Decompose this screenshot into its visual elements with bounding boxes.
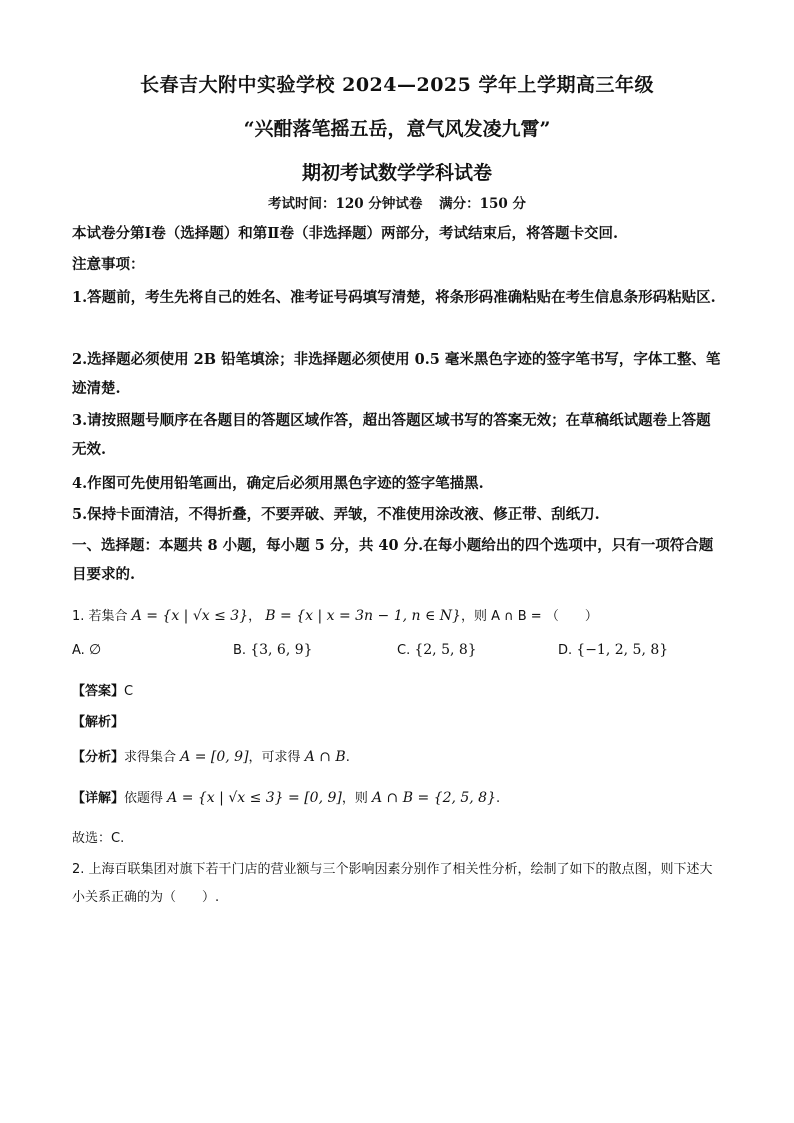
exam-meta — [0, 192, 794, 212]
instructions-intro: 本试卷分第Ⅰ卷（选择题）和第Ⅱ卷（非选择题）两部分，考试结束后，将答题卡交回. — [72, 225, 619, 242]
xiangjie-math-2: A ∩ B = {2, 5, 8} — [372, 790, 496, 806]
option-a-value: ∅ — [88, 642, 102, 658]
xiangjie-text-3: . — [496, 791, 501, 806]
q1-ask: ，则 A ∩ B = （ ） — [460, 609, 598, 624]
option-c[interactable] — [397, 642, 477, 658]
question-1-stem — [72, 605, 722, 628]
note-3: 3.请按照题号顺序在各题目的答题区域作答，超出答题区域书写的答案无效；在草稿纸试题卷上答题无效. — [72, 412, 711, 458]
xiangjie-math-1: A = {x | √x ≤ 3} = [0, 9] — [167, 790, 342, 806]
note-2: 2.选择题必须使用 2B 铅笔填涂；非选择题必须使用 0.5 毫米黑色字迹的签字笔书写，字体工整、笔迹清楚. — [72, 351, 721, 397]
option-a-letter: A. — [72, 643, 85, 658]
conclusion-line: 故选：C. — [72, 831, 125, 846]
option-d[interactable] — [558, 642, 668, 658]
option-b-letter: B. — [233, 643, 247, 658]
notes-heading: 注意事项： — [72, 256, 145, 273]
exam-title-school: 长春吉大附中实验学校 2024—2025 学年上学期高三年级 — [140, 74, 654, 96]
q1-sep: ， — [248, 609, 262, 624]
q1-set-a: A = {x | √x ≤ 3} — [131, 608, 249, 624]
full-score: 满分：150 分 — [439, 196, 526, 212]
option-c-letter: C. — [397, 643, 411, 658]
note-5: 5.保持卡面清洁，不得折叠，不要弄破、弄皱，不准使用涂改液、修正带、刮纸刀. — [72, 506, 600, 523]
analysis-tag: 【解析】 — [72, 715, 125, 730]
option-c-value: {2, 5, 8} — [414, 642, 477, 658]
fenxi-text-2: ，可求得 — [248, 750, 305, 765]
xiangjie-text-1: 依题得 — [124, 791, 168, 806]
xiangjie-text-2: ，则 — [341, 791, 372, 806]
option-d-letter: D. — [558, 643, 573, 658]
section-heading: 一、选择题：本题共 8 小题，每小题 5 分，共 40 分.在每小题给出的四个选项中，只有一项符合题目要求的. — [72, 537, 714, 583]
q1-set-b: B = {x | x = 3n − 1, n ∈ N} — [265, 608, 461, 624]
option-a[interactable] — [72, 642, 101, 658]
option-b-value: {3, 6, 9} — [250, 642, 313, 658]
question-2-stem: 2. 上海百联集团对旗下若干门店的营业额与三个影响因素分别作了相关性分析，绘制了如下的散点图，则下述大小关系正确的为（ ）. — [72, 862, 713, 905]
option-b[interactable] — [233, 642, 313, 658]
fenxi-text-1: 求得集合 — [124, 750, 181, 765]
xiangjie-tag: 【详解】 — [72, 791, 125, 806]
exam-title-motto: “兴酣落笔摇五岳，意气风发凌九霄” — [243, 118, 551, 140]
answer-tag: 【答案】 — [72, 684, 125, 699]
fenxi-math-1: A = [0, 9] — [180, 749, 249, 765]
xiangjie-line — [72, 787, 500, 806]
fenxi-math-2: A ∩ B — [304, 749, 346, 765]
exam-time: 考试时间：120 分钟试卷 — [268, 196, 423, 212]
fenxi-text-3: . — [345, 750, 350, 765]
fenxi-tag: 【分析】 — [72, 750, 125, 765]
fenxi-line — [72, 746, 350, 765]
answer-value: C — [124, 684, 134, 699]
q1-prefix: 1. 若集合 — [72, 609, 128, 624]
answer-line — [72, 680, 133, 699]
note-1: 1.答题前，考生先将自己的姓名、准考证号码填写清楚，将条形码准确粘贴在考生信息条形码粘贴区. — [72, 289, 716, 306]
note-4: 4.作图可先使用铅笔画出，确定后必须用黑色字迹的签字笔描黑. — [72, 475, 484, 492]
option-d-value: {−1, 2, 5, 8} — [576, 642, 669, 658]
exam-title-subject: 期初考试数学学科试卷 — [301, 162, 492, 184]
